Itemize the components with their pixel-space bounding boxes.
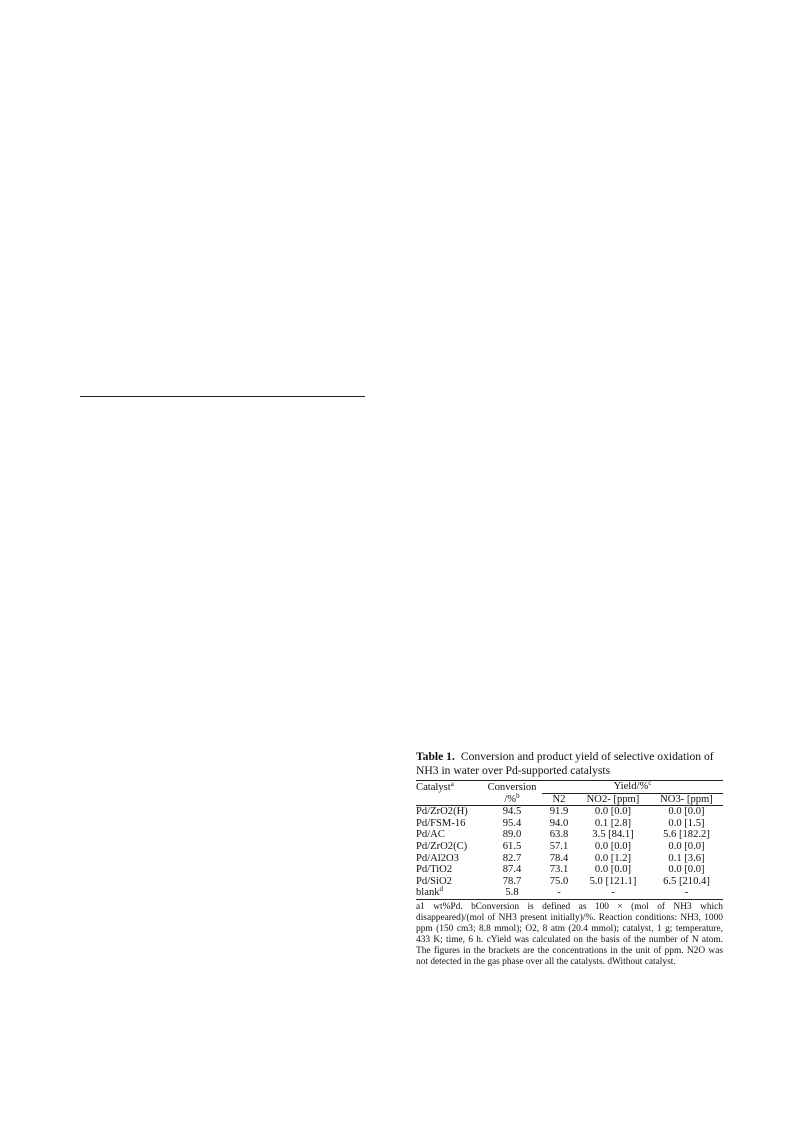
cell-no2-yield: 0.0 [0.0] [594,840,632,852]
header-row-1 [416,781,723,794]
cell-catalyst: Pd/SiO2 [416,875,452,887]
table-row [416,818,723,830]
cell-no3-yield: 5.6 [182.2] [663,829,710,841]
section-divider-rule [80,396,365,397]
cell-no2-yield: - [611,887,615,899]
cell-catalyst: blank$^d$ [416,885,444,899]
table-row [416,841,723,853]
header-row-2 [416,794,723,806]
header-no3: NO3- [ppm] [660,793,713,805]
header-conversion: Conversion [487,781,537,793]
table-row [416,864,723,876]
cell-no3-yield: 6.5 [210.4] [663,875,710,887]
cell-catalyst: Pd/Al2O3 [416,852,459,864]
table-footnote: a1 wt%Pd. bConversion is defined as 100 × (mol of NH3 which disappeared)/(mol of NH3 present initially)/%. Reaction conditions: NH3, 1000 ppm (150 cm3; 8.8 mmol); O2, 8 atm (20.4 mmol); catalyst, 1 g; temperature, 433 K; time, 6 h. cYield was calculated on the basis of the number of N atom. The figures in the brackets are the concentrations in the unit of ppm. N2O was not detected in the gas phase over all the catalysts. dWithout catalyst. [416,901,723,967]
cell-conversion: 89.0 [502,829,522,841]
header-catalyst: Catalyst$^a$ [416,779,454,793]
table-row [416,876,723,888]
cell-no3-yield: 0.0 [0.0] [668,840,705,852]
cell-no2-yield: 0.0 [0.0] [594,806,632,818]
cell-no3-yield: 0.0 [1.5] [668,817,705,829]
cell-n2-yield: 78.4 [549,852,569,864]
header-yield: Yield/%$^c$ [542,781,723,794]
table-row [416,887,723,899]
cell-no3-yield: 0.0 [0.0] [668,806,705,818]
cell-conversion: 82.7 [502,852,522,864]
cell-conversion: 95.4 [502,817,522,829]
cell-catalyst: Pd/ZrO2(H) [416,806,468,818]
header-n2: N2 [552,793,566,805]
cell-no2-yield: 0.0 [0.0] [594,864,632,876]
cell-conversion: 61.5 [502,840,522,852]
table-caption-text: Conversion and product yield of selective oxidation of NH3 in water over Pd-supported catalysts [416,750,714,777]
results-table [416,780,723,900]
cell-no3-yield: 0.0 [0.0] [668,864,705,876]
cell-n2-yield: 57.1 [549,840,569,852]
table-body [416,806,723,899]
table-row [416,853,723,865]
cell-n2-yield: 91.9 [549,806,569,818]
cell-catalyst: Pd/TiO2 [416,864,453,876]
cell-catalyst: Pd/ZrO2(C) [416,840,468,852]
table-label: Table 1. [416,750,455,763]
cell-no2-yield: 0.0 [1.2] [594,852,632,864]
cell-no2-yield: 3.5 [84.1] [592,829,634,841]
cell-conversion: 87.4 [502,864,522,876]
header-no2: NO2- [ppm] [586,793,640,805]
cell-n2-yield: - [557,887,561,899]
cell-no3-yield: 0.1 [3.6] [668,852,705,864]
cell-n2-yield: 94.0 [549,817,569,829]
cell-n2-yield: 73.1 [549,864,569,876]
cell-catalyst: Pd/FSM-16 [416,817,466,829]
header-conversion-unit: /%$^b$ [504,791,520,805]
cell-conversion: 94.5 [502,806,522,818]
table-row [416,806,723,818]
table-1-block [416,750,723,968]
cell-conversion: 5.8 [505,887,519,899]
cell-n2-yield: 75.0 [549,875,569,887]
cell-catalyst: Pd/AC [416,829,445,841]
cell-no3-yield: - [684,887,689,899]
cell-no2-yield: 0.1 [2.8] [594,817,632,829]
cell-conversion: 78.7 [502,875,522,887]
table-row [416,829,723,841]
cell-no2-yield: 5.0 [121.1] [589,875,637,887]
table-caption [416,750,723,778]
cell-n2-yield: 63.8 [549,829,569,841]
